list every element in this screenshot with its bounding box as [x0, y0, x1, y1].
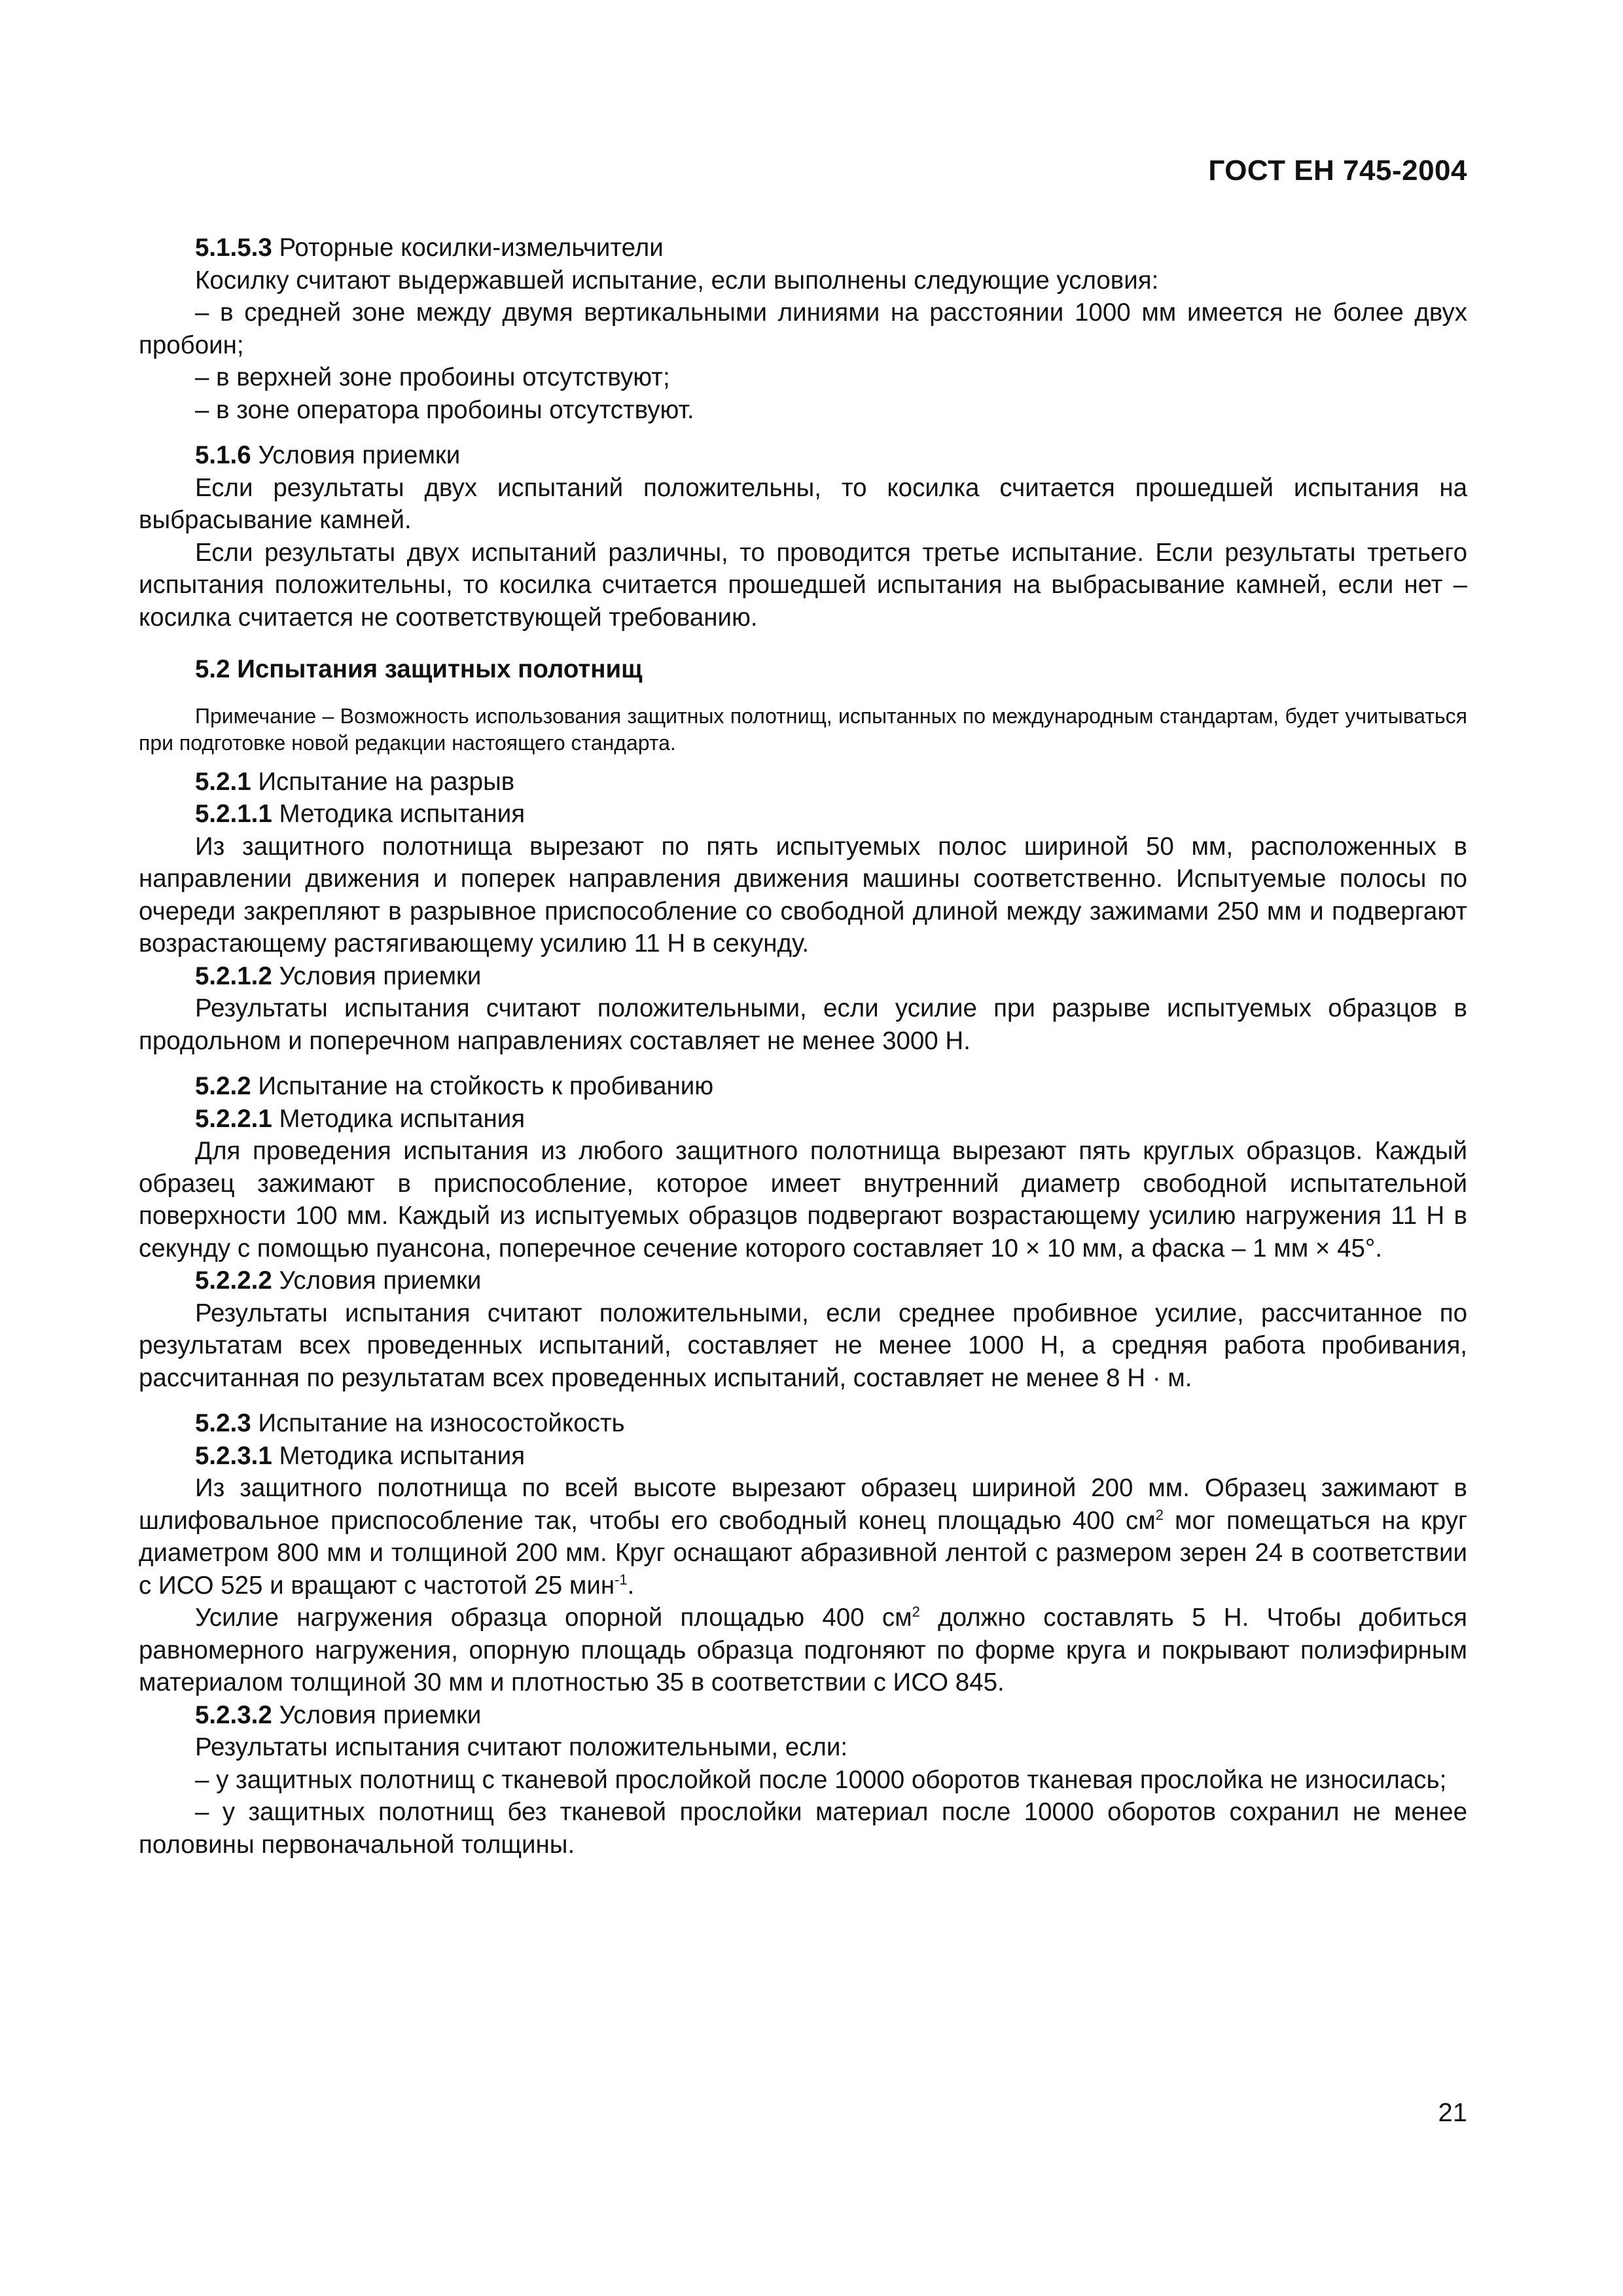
section-5-2-2-1-heading: [139, 1103, 1467, 1136]
section-title: Условия приемки: [272, 961, 482, 990]
superscript: 2: [1155, 1506, 1164, 1523]
text-run: должно составлять 5 Н. Чтобы добиться равномерного нагружения, опорную площадь образца подгоняют по форме круга и покрывают полиэфирным материалом толщиной 30 мм и плотностью 35 в соответствии с ИСО 845.: [139, 1604, 1468, 1696]
section-title: Условия приемки: [272, 1700, 482, 1729]
paragraph: [139, 1472, 1467, 1602]
section-5-1-5-3-heading: [139, 232, 1467, 264]
section-5-2-3-1-heading: [139, 1440, 1467, 1473]
section-title: Испытание на разрыв: [251, 767, 515, 796]
superscript: 2: [912, 1604, 920, 1621]
section-title: Условия приемки: [251, 441, 461, 469]
section-number: 5.2.2: [195, 1072, 251, 1100]
section-title: Методика испытания: [272, 800, 526, 828]
list-item: – в средней зоне между двумя вертикальными линиями на расстоянии 1000 мм имеется не более двух пробоин;: [139, 298, 1467, 359]
paragraph: Результаты испытания считают положительными, если усилие при разрыве испытуемых образцов в продольном и поперечном направлениях составляет не менее 3000 Н.: [139, 994, 1467, 1055]
note-paragraph: Примечание – Возможность использования защитных полотнищ, испытанных по международным стандартам, будет учитываться при подготовке новой редакции настоящего стандарта.: [139, 704, 1467, 755]
section-title: Методика испытания: [272, 1441, 526, 1470]
section-title: Методика испытания: [272, 1104, 526, 1133]
section-number: 5.2.1.2: [195, 961, 272, 990]
section-5-2-1-heading: [139, 766, 1467, 798]
section-number: 5.1.6: [195, 441, 251, 469]
paragraph: [139, 1602, 1467, 1699]
section-number: 5.2.3: [195, 1409, 251, 1437]
section-5-2-heading: 5.2 Испытания защитных полотнищ: [195, 655, 643, 683]
section-5-2-3-heading: [139, 1407, 1467, 1440]
paragraph: Результаты испытания считают положительными, если среднее пробивное усилие, рассчитанное по результатам всех проведенных испытаний, составляет не менее 1000 Н, а средняя работа пробивания, рассчитанная по результатам всех проведенных испытаний, составляет не менее 8 Н · м.: [139, 1299, 1467, 1392]
section-title: Условия приемки: [272, 1266, 482, 1295]
standard-code-header: ГОСТ ЕН 745-2004: [1208, 154, 1467, 187]
section-number: 5.2.2.1: [195, 1104, 272, 1133]
paragraph: Для проведения испытания из любого защитного полотнища вырезают пять круглых образцов. Каждый образец зажимают в приспособление, которое имеет внутренний диаметр свободной испытательной поверхности 100 мм. Каждый из испытуемых образцов подвергают возрастающему усилию нагружения 11 Н в секунду с помощью пуансона, поперечное сечение которого составляет 10 × 10 мм, а фаска – 1 мм × 45°.: [139, 1137, 1467, 1263]
section-5-2-3-2-heading: [139, 1699, 1467, 1732]
paragraph: Косилку считают выдержавшей испытание, если выполнены следующие условия:: [195, 266, 1159, 295]
section-5-2-1-2-heading: [139, 960, 1467, 993]
document-body: [139, 232, 1467, 1861]
text-run: Из защитного полотнища по всей высоте вырезают образец шириной 200 мм. Образец зажимают в шлифовальное приспособление так, чтобы его свободный конец площадью 400 см: [139, 1474, 1467, 1535]
section-5-2-2-heading: [139, 1070, 1467, 1103]
paragraph: Если результаты двух испытаний положительны, то косилка считается прошедшей испытания на выбрасывание камней.: [139, 473, 1467, 534]
section-5-2-2-2-heading: [139, 1265, 1467, 1297]
section-number: 5.1.5.3: [195, 234, 272, 262]
section-5-2-1-1-heading: [139, 798, 1467, 831]
section-number: 5.2.3.1: [195, 1441, 272, 1470]
list-item: – в зоне оператора пробоины отсутствуют.: [195, 395, 694, 424]
list-item: – у защитных полотнищ с тканевой прослойкой после 10000 оборотов тканевая прослойка не износилась;: [195, 1765, 1447, 1794]
list-item: – в верхней зоне пробоины отсутствуют;: [195, 363, 670, 391]
paragraph: Из защитного полотнища вырезают по пять испытуемых полос шириной 50 мм, расположенных в направлении движения и поперек направления движения машины соответственно. Испытуемые полосы по очереди закрепляют в разрывное приспособление со свободной длиной между зажимами 250 мм и подвергают возрастающему растягивающему усилию 11 Н в секунду.: [139, 832, 1467, 958]
section-5-1-6-heading: [139, 439, 1467, 472]
text-run: Усилие нагружения образца опорной площадью 400 см: [195, 1604, 912, 1632]
section-title: Роторные косилки-измельчители: [272, 234, 664, 262]
section-title: Испытание на износостойкость: [251, 1409, 625, 1437]
text-run: .: [627, 1571, 635, 1600]
paragraph: Если результаты двух испытаний различны, то проводится третье испытание. Если результаты третьего испытания положительны, то косилка считается прошедшей испытания на выбрасывание камней, если нет – косилка считается не соответствующей требованию.: [139, 538, 1467, 632]
superscript: -1: [615, 1571, 628, 1588]
list-item: – у защитных полотнищ без тканевой прослойки материал после 10000 оборотов сохранил не менее половины первоначальной толщины.: [139, 1798, 1467, 1859]
text-run: мог помещаться на круг диаметром 800 мм и толщиной 200 мм. Круг оснащают абразивной лентой с размером зерен 24 в соответствии с ИСО 525 и вращают с частотой 25 мин: [139, 1506, 1467, 1600]
section-number: 5.2.1: [195, 767, 251, 796]
section-number: 5.2.3.2: [195, 1700, 272, 1729]
section-number: 5.2.2.2: [195, 1266, 272, 1295]
paragraph: Результаты испытания считают положительными, если:: [195, 1733, 848, 1761]
page-number: 21: [1438, 2098, 1467, 2127]
section-number: 5.2.1.1: [195, 800, 272, 828]
section-title: Испытание на стойкость к пробиванию: [251, 1072, 714, 1100]
